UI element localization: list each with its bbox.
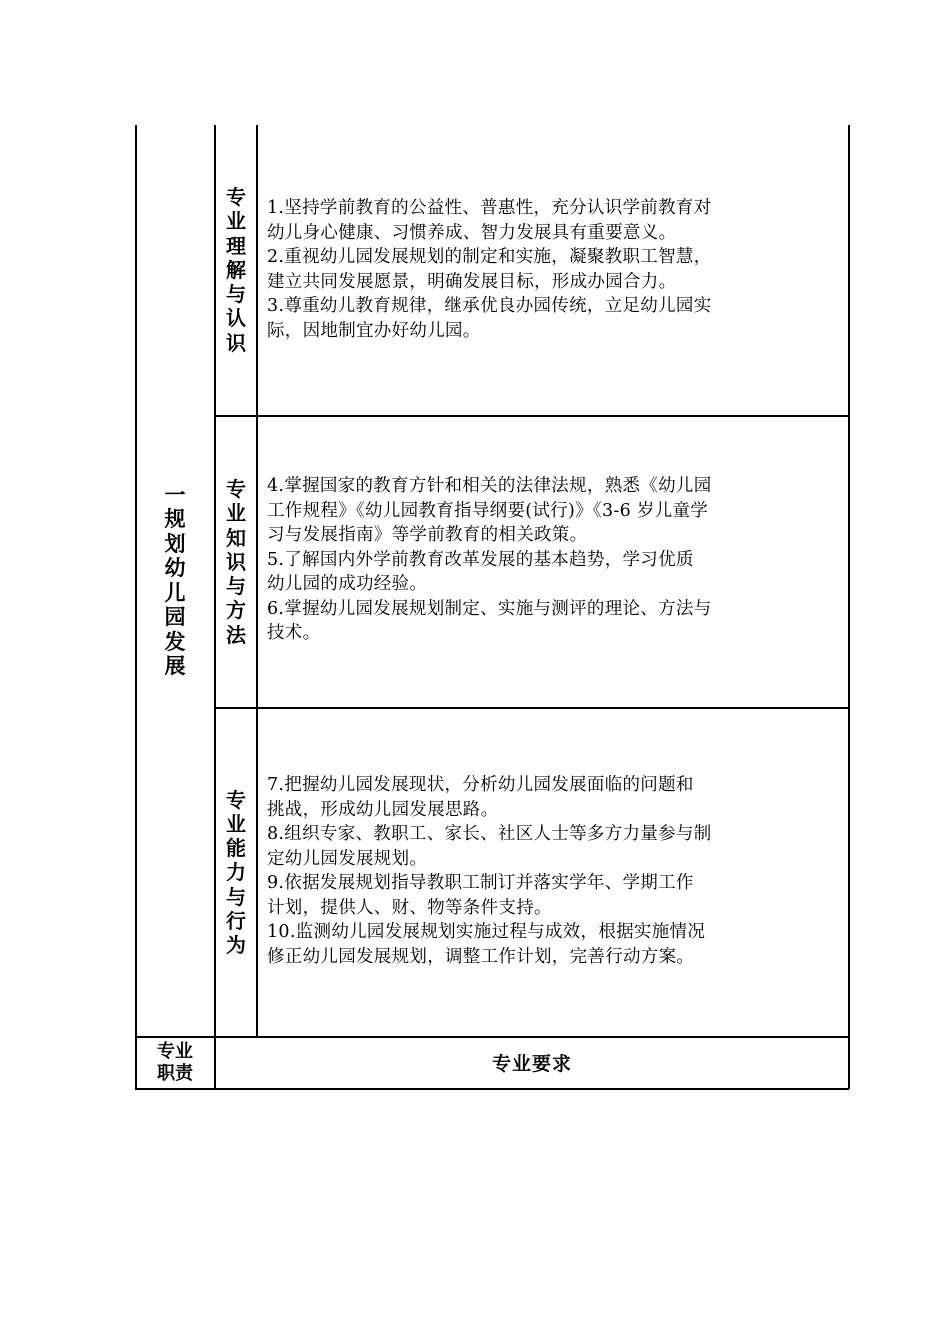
table-border-bottom	[135, 1088, 849, 1090]
requirement-line: 建立共同发展愿景，明确发展目标，形成办园合力。	[267, 271, 677, 292]
requirement-line: 1.坚持学前教育的公益性、普惠性，充分认识学前教育对	[267, 198, 712, 218]
category-char: 划	[164, 530, 186, 556]
requirement-line: 习与发展指南》等学前教育的相关政策。	[267, 525, 588, 545]
domain-char: 理	[226, 233, 246, 258]
duty-line-1: 专业	[157, 1040, 193, 1062]
domain-divider	[256, 125, 258, 1037]
domain-char: 专	[226, 787, 246, 812]
requirement-line: 8.组织专家、教职工、家长、社区人士等多方力量参与制	[267, 824, 712, 844]
requirement-line: 挑战，形成幼儿园发展思路。	[267, 799, 499, 820]
domain-char: 专	[226, 185, 246, 210]
professional-requirements-header	[216, 1037, 848, 1088]
domain-label-understanding	[216, 125, 256, 415]
domain-char: 为	[226, 933, 246, 957]
domain-text	[226, 185, 246, 354]
domain-label-knowledge	[216, 417, 256, 707]
section-divider-2	[214, 707, 849, 709]
section-content-knowledge	[267, 474, 847, 646]
requirement-line: 9.依据发展规划指导教职工制订并落实学年、学期工作	[267, 873, 694, 893]
domain-char: 业	[226, 811, 246, 836]
domain-char: 行	[226, 908, 246, 933]
requirements-text: 专业要求	[491, 1053, 572, 1075]
domain-char: 专	[226, 477, 246, 502]
domain-label-ability	[216, 709, 256, 1036]
requirement-line: 4.掌握国家的教育方针和相关的法律法规，熟悉《幼儿园	[267, 476, 712, 496]
domain-char: 能	[226, 836, 246, 861]
requirement-line: 7.把握幼儿园发展现状，分析幼儿园发展面临的问题和	[267, 775, 694, 795]
professional-duty-header	[136, 1037, 214, 1088]
category-char: 发	[164, 628, 186, 654]
requirement-line: 6.掌握幼儿园发展规划制定、实施与测评的理论、方法与	[267, 598, 712, 619]
category-char: 展	[164, 653, 186, 678]
category-char: 儿	[164, 579, 186, 605]
requirement-line: 工作规程》《幼儿园教育指导纲要(试行)》《3-6 岁儿童学	[267, 500, 709, 521]
domain-char: 与	[226, 574, 246, 599]
requirement-line: 定幼儿园发展规划。	[267, 848, 428, 869]
category-char: 幼	[164, 555, 186, 580]
duty-line-2: 职责	[157, 1062, 193, 1084]
requirement-line: 际，因地制宜办好幼儿园。	[267, 320, 481, 341]
domain-char: 法	[226, 622, 246, 647]
domain-char: 业	[226, 209, 246, 234]
requirement-line: 5.了解国内外学前教育改革发展的基本趋势，学习优质	[267, 549, 694, 570]
category-label	[136, 125, 214, 1036]
domain-char: 识	[226, 330, 246, 355]
section-divider-1	[214, 415, 849, 417]
section-content-ability	[267, 773, 847, 969]
requirement-line: 幼儿身心健康、习惯养成、智力发展具有重要意义。	[267, 222, 677, 243]
requirement-line: 幼儿园的成功经验。	[267, 574, 428, 594]
domain-char: 认	[226, 306, 246, 331]
category-char: 规	[164, 506, 186, 531]
section-content-understanding	[267, 196, 847, 343]
category-char: 一	[164, 481, 186, 507]
requirement-line: 2.重视幼儿园发展规划的制定和实施，凝聚教职工智慧，	[267, 247, 712, 267]
table-border-right	[848, 125, 850, 1089]
domain-char: 力	[226, 860, 246, 885]
category-char: 园	[164, 604, 186, 629]
domain-char: 业	[226, 501, 246, 526]
requirement-line: 技术。	[267, 623, 321, 643]
requirement-line: 计划，提供人、财、物等条件支持。	[267, 897, 552, 918]
domain-text	[226, 788, 246, 957]
domain-char: 知	[226, 525, 246, 550]
domain-char: 识	[226, 549, 246, 574]
requirement-line: 修正幼儿园发展规划，调整工作计划，完善行动方案。	[267, 946, 695, 967]
domain-char: 与	[226, 282, 246, 307]
requirement-line: 3.尊重幼儿教育规律，继承优良办园传统，立足幼儿园实	[267, 296, 712, 316]
domain-char: 方	[226, 598, 246, 623]
domain-text	[226, 477, 246, 646]
domain-char: 与	[226, 884, 246, 909]
domain-char: 解	[226, 257, 246, 282]
requirement-line: 10.监测幼儿园发展规划实施过程与成效，根据实施情况	[267, 922, 706, 942]
category-text	[165, 483, 186, 679]
